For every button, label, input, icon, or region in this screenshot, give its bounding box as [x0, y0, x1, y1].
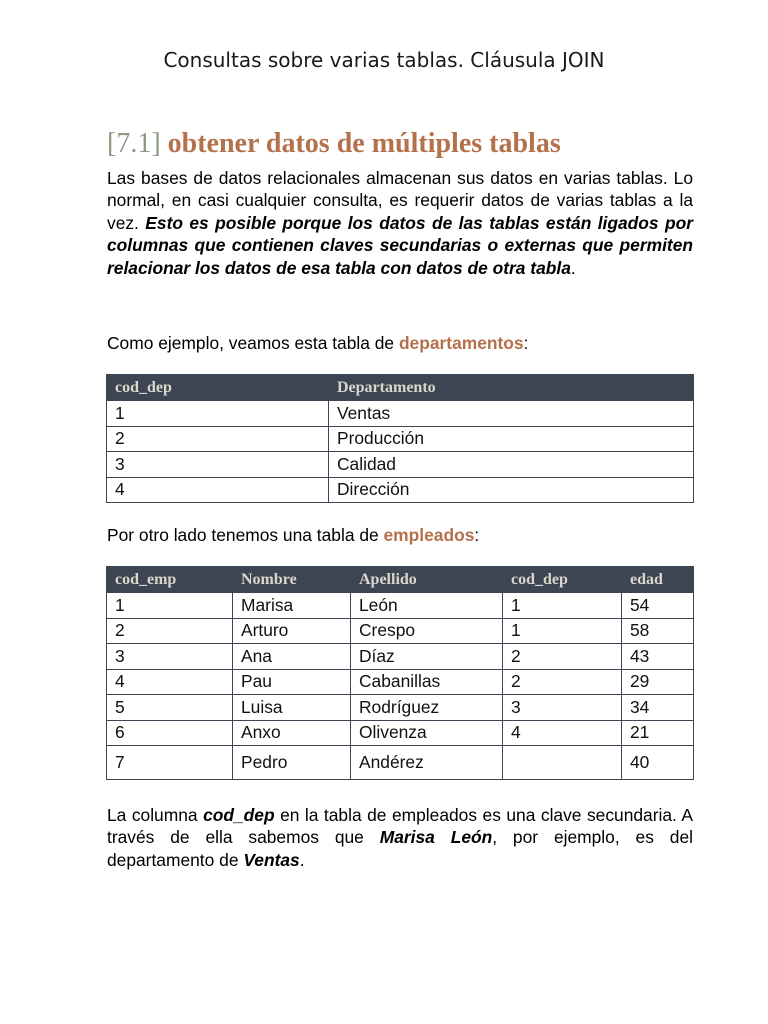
table-cell: 5	[107, 695, 233, 721]
table-cell: Dirección	[329, 477, 694, 503]
table-cell: 29	[622, 669, 694, 695]
table-row	[107, 720, 694, 746]
employees-table	[106, 566, 694, 780]
column-name-emphasis: cod_dep	[203, 805, 275, 825]
column-header: Nombre	[233, 567, 351, 593]
intro-end: .	[570, 257, 576, 278]
table-cell	[503, 746, 622, 780]
table-cell: Producción	[329, 426, 694, 452]
employees-intro-colon: :	[474, 525, 480, 545]
table-cell: 1	[107, 593, 233, 619]
table-header-row	[107, 567, 694, 593]
table-cell: 1	[503, 618, 622, 644]
section-heading	[107, 128, 561, 160]
table-cell: Rodríguez	[351, 695, 503, 721]
employees-intro-text: Por otro lado tenemos una tabla de	[107, 525, 384, 545]
departments-intro-text: Como ejemplo, veamos esta tabla de	[107, 333, 399, 353]
table-cell: 2	[107, 426, 329, 452]
table-cell: 40	[622, 746, 694, 780]
table-cell: 21	[622, 720, 694, 746]
table-row	[107, 401, 694, 427]
table-row	[107, 452, 694, 478]
table-cell: 3	[107, 644, 233, 670]
table-cell: Pedro	[233, 746, 351, 780]
table-header-row	[107, 375, 694, 401]
table-cell: Pau	[233, 669, 351, 695]
table-cell: 4	[107, 477, 329, 503]
table-cell: Cabanillas	[351, 669, 503, 695]
table-cell: 3	[107, 452, 329, 478]
section-number: [7.1]	[107, 128, 161, 159]
table-cell: León	[351, 593, 503, 619]
table-cell: Díaz	[351, 644, 503, 670]
table-cell: 7	[107, 746, 233, 780]
departments-keyword: departamentos	[398, 333, 524, 353]
column-header: cod_dep	[503, 567, 622, 593]
column-header: cod_emp	[107, 567, 233, 593]
table-row	[107, 695, 694, 721]
table-row	[107, 426, 694, 452]
table-cell: 2	[503, 644, 622, 670]
table-cell: Andérez	[351, 746, 503, 780]
section-title-text: obtener datos de múltiples tablas	[167, 128, 561, 159]
employees-intro	[107, 524, 693, 546]
table-cell: Arturo	[233, 618, 351, 644]
conclusion-text: La columna	[107, 805, 204, 825]
intro-paragraph	[107, 167, 693, 279]
table-cell: 1	[107, 401, 329, 427]
conclusion-text: .	[299, 849, 305, 870]
departments-intro	[107, 332, 693, 354]
departments-table	[106, 374, 694, 503]
table-cell: 34	[622, 695, 694, 721]
table-cell: Olivenza	[351, 720, 503, 746]
table-cell: Crespo	[351, 618, 503, 644]
table-row	[107, 618, 694, 644]
employee-name-emphasis: Marisa León	[379, 827, 493, 848]
table-cell: 54	[622, 593, 694, 619]
table-cell: Ana	[233, 644, 351, 670]
table-cell: 6	[107, 720, 233, 746]
table-cell: 43	[622, 644, 694, 670]
departments-intro-colon: :	[523, 333, 529, 353]
table-cell: 4	[107, 669, 233, 695]
table-row	[107, 644, 694, 670]
department-emphasis: Ventas	[243, 849, 300, 870]
intro-text: Las bases de datos relacionales almacenan sus datos en varias tablas. Lo normal, en casi cualquier consulta, es requerir datos de varias tablas a la vez.	[107, 168, 693, 233]
table-row	[107, 477, 694, 503]
intro-emphasis: Esto es posible porque los datos de las tablas están ligados por columnas que contienen claves secundarias o externas que permiten relacionar los datos de esa tabla con datos de otra tabla	[107, 212, 693, 278]
table-row	[107, 669, 694, 695]
column-header: edad	[622, 567, 694, 593]
table-cell: 3	[503, 695, 622, 721]
table-cell: 1	[503, 593, 622, 619]
conclusion-text: en la tabla de empleados es una clave secundaria. A través de ella sabemos que	[107, 805, 693, 848]
table-cell: Marisa	[233, 593, 351, 619]
table-cell: 2	[107, 618, 233, 644]
table-cell: 58	[622, 618, 694, 644]
table-cell: Calidad	[329, 452, 694, 478]
conclusion-paragraph	[107, 804, 693, 871]
document-header: Consultas sobre varias tablas. Cláusula JOIN	[163, 48, 605, 72]
table-cell: 4	[503, 720, 622, 746]
table-cell: Luisa	[233, 695, 351, 721]
table-cell: Ventas	[329, 401, 694, 427]
employees-keyword: empleados	[383, 525, 475, 545]
table-cell: Anxo	[233, 720, 351, 746]
column-header: Apellido	[351, 567, 503, 593]
table-row	[107, 593, 694, 619]
conclusion-text: , por ejemplo, es del departamento de	[107, 827, 693, 870]
column-header: Departamento	[329, 375, 694, 401]
column-header: cod_dep	[107, 375, 329, 401]
table-row	[107, 746, 694, 780]
table-cell: 2	[503, 669, 622, 695]
